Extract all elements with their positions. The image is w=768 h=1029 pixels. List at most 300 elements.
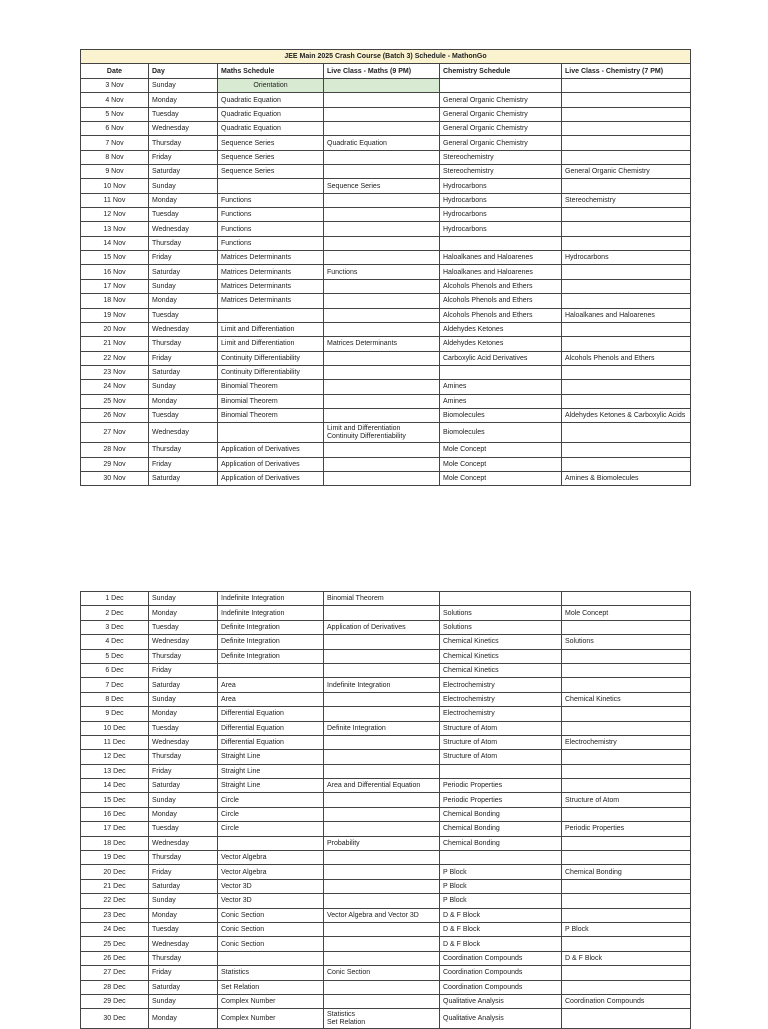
table-row	[81, 951, 691, 965]
table-row	[81, 380, 691, 394]
cell-live-class-maths: Functions	[324, 265, 440, 279]
cell-live-class-maths	[324, 471, 440, 485]
cell-day: Friday	[149, 966, 218, 980]
table-row	[81, 394, 691, 408]
cell-live-class-maths	[324, 994, 440, 1008]
cell-live-class-chemistry	[562, 380, 691, 394]
cell-date: 22 Nov	[81, 351, 149, 365]
cell-day: Sunday	[149, 179, 218, 193]
cell-live-class-maths	[324, 122, 440, 136]
cell-date: 11 Nov	[81, 193, 149, 207]
cell-day: Wednesday	[149, 735, 218, 749]
cell-live-class-chemistry	[562, 807, 691, 821]
cell-chemistry-schedule: Stereochemistry	[440, 150, 562, 164]
cell-chemistry-schedule: Periodic Properties	[440, 779, 562, 793]
cell-live-class-maths	[324, 322, 440, 336]
cell-live-class-chemistry: Aldehydes Ketones & Carboxylic Acids	[562, 408, 691, 422]
cell-date: 28 Nov	[81, 443, 149, 457]
cell-live-class-chemistry: Alcohols Phenols and Ethers	[562, 351, 691, 365]
cell-live-class-chemistry: Solutions	[562, 635, 691, 649]
cell-date: 12 Nov	[81, 208, 149, 222]
cell-chemistry-schedule: Alcohols Phenols and Ethers	[440, 279, 562, 293]
cell-date: 11 Dec	[81, 735, 149, 749]
cell-live-class-maths: Vector Algebra and Vector 3D	[324, 908, 440, 922]
cell-day: Saturday	[149, 165, 218, 179]
cell-maths-schedule: Continuity Differentiability	[218, 351, 324, 365]
cell-live-class-maths	[324, 208, 440, 222]
cell-date: 7 Nov	[81, 136, 149, 150]
cell-chemistry-schedule: Hydrocarbons	[440, 179, 562, 193]
cell-live-class-chemistry	[562, 851, 691, 865]
cell-maths-schedule	[218, 836, 324, 850]
cell-day: Monday	[149, 606, 218, 620]
cell-chemistry-schedule: Electrochemistry	[440, 692, 562, 706]
cell-chemistry-schedule: D & F Block	[440, 937, 562, 951]
table-row	[81, 692, 691, 706]
cell-live-class-chemistry: Structure of Atom	[562, 793, 691, 807]
table-row	[81, 79, 691, 93]
cell-chemistry-schedule: Chemical Kinetics	[440, 663, 562, 677]
table-row	[81, 136, 691, 150]
cell-day: Friday	[149, 764, 218, 778]
cell-maths-schedule: Indefinite Integration	[218, 606, 324, 620]
cell-chemistry-schedule: Hydrocarbons	[440, 222, 562, 236]
cell-live-class-maths	[324, 165, 440, 179]
cell-day: Friday	[149, 663, 218, 677]
cell-chemistry-schedule: Hydrocarbons	[440, 208, 562, 222]
cell-day: Thursday	[149, 443, 218, 457]
cell-date: 27 Nov	[81, 423, 149, 443]
cell-live-class-chemistry	[562, 966, 691, 980]
table-row	[81, 620, 691, 634]
cell-chemistry-schedule: Structure of Atom	[440, 721, 562, 735]
cell-live-class-chemistry	[562, 620, 691, 634]
cell-live-class-chemistry	[562, 294, 691, 308]
cell-live-class-chemistry: Hydrocarbons	[562, 251, 691, 265]
cell-date: 29 Nov	[81, 457, 149, 471]
cell-live-class-chemistry	[562, 707, 691, 721]
cell-live-class-maths	[324, 351, 440, 365]
table-row	[81, 649, 691, 663]
cell-live-class-chemistry	[562, 107, 691, 121]
cell-live-class-maths	[324, 635, 440, 649]
cell-day: Friday	[149, 251, 218, 265]
cell-day: Saturday	[149, 779, 218, 793]
cell-day: Wednesday	[149, 635, 218, 649]
cell-maths-schedule: Application of Derivatives	[218, 457, 324, 471]
cell-day: Wednesday	[149, 423, 218, 443]
cell-live-class-maths	[324, 980, 440, 994]
cell-date: 13 Nov	[81, 222, 149, 236]
cell-maths-schedule: Matrices Determinants	[218, 251, 324, 265]
cell-maths-schedule: Vector Algebra	[218, 851, 324, 865]
cell-live-class-chemistry: Mole Concept	[562, 606, 691, 620]
cell-day: Monday	[149, 807, 218, 821]
cell-live-class-maths	[324, 251, 440, 265]
cell-maths-schedule: Circle	[218, 807, 324, 821]
table-row	[81, 851, 691, 865]
cell-chemistry-schedule: Aldehydes Ketones	[440, 322, 562, 336]
cell-live-class-chemistry: Electrochemistry	[562, 735, 691, 749]
cell-date: 23 Dec	[81, 908, 149, 922]
cell-live-class-chemistry	[562, 836, 691, 850]
cell-maths-schedule: Functions	[218, 222, 324, 236]
table-row	[81, 208, 691, 222]
cell-chemistry-schedule	[440, 592, 562, 606]
cell-maths-schedule: Orientation	[218, 79, 324, 93]
cell-chemistry-schedule: Mole Concept	[440, 471, 562, 485]
cell-date: 26 Dec	[81, 951, 149, 965]
cell-day: Sunday	[149, 793, 218, 807]
table-row	[81, 750, 691, 764]
cell-day: Monday	[149, 1009, 218, 1029]
cell-day: Saturday	[149, 471, 218, 485]
cell-live-class-chemistry	[562, 136, 691, 150]
cell-date: 28 Dec	[81, 980, 149, 994]
cell-date: 17 Nov	[81, 279, 149, 293]
cell-date: 15 Dec	[81, 793, 149, 807]
cell-date: 3 Dec	[81, 620, 149, 634]
table-row	[81, 222, 691, 236]
cell-date: 4 Nov	[81, 93, 149, 107]
cell-day: Thursday	[149, 136, 218, 150]
cell-live-class-maths	[324, 922, 440, 936]
cell-day: Thursday	[149, 649, 218, 663]
table-row	[81, 471, 691, 485]
cell-day: Thursday	[149, 337, 218, 351]
cell-chemistry-schedule: Chemical Bonding	[440, 807, 562, 821]
cell-live-class-maths	[324, 606, 440, 620]
cell-maths-schedule: Vector 3D	[218, 879, 324, 893]
table-row	[81, 937, 691, 951]
cell-date: 9 Dec	[81, 707, 149, 721]
cell-chemistry-schedule: General Organic Chemistry	[440, 122, 562, 136]
cell-maths-schedule: Functions	[218, 208, 324, 222]
cell-day: Tuesday	[149, 922, 218, 936]
cell-live-class-maths	[324, 865, 440, 879]
cell-chemistry-schedule: D & F Block	[440, 908, 562, 922]
cell-maths-schedule: Conic Section	[218, 908, 324, 922]
cell-maths-schedule: Limit and Differentiation	[218, 322, 324, 336]
cell-live-class-maths	[324, 222, 440, 236]
table-row	[81, 663, 691, 677]
cell-live-class-maths: Indefinite Integration	[324, 678, 440, 692]
cell-live-class-maths: Probability	[324, 836, 440, 850]
cell-chemistry-schedule: Hydrocarbons	[440, 193, 562, 207]
cell-date: 27 Dec	[81, 966, 149, 980]
cell-live-class-maths	[324, 443, 440, 457]
cell-maths-schedule: Matrices Determinants	[218, 279, 324, 293]
cell-day: Thursday	[149, 851, 218, 865]
table-row	[81, 807, 691, 821]
table-row	[81, 994, 691, 1008]
cell-maths-schedule: Binomial Theorem	[218, 408, 324, 422]
cell-live-class-maths	[324, 707, 440, 721]
cell-day: Monday	[149, 93, 218, 107]
cell-live-class-chemistry: D & F Block	[562, 951, 691, 965]
cell-live-class-chemistry	[562, 908, 691, 922]
table-row	[81, 894, 691, 908]
cell-date: 5 Nov	[81, 107, 149, 121]
cell-chemistry-schedule	[440, 236, 562, 250]
cell-live-class-chemistry	[562, 663, 691, 677]
cell-date: 4 Dec	[81, 635, 149, 649]
cell-maths-schedule: Functions	[218, 193, 324, 207]
cell-maths-schedule: Conic Section	[218, 922, 324, 936]
table-row	[81, 764, 691, 778]
cell-live-class-maths	[324, 879, 440, 893]
cell-date: 30 Dec	[81, 1009, 149, 1029]
cell-live-class-maths	[324, 294, 440, 308]
cell-chemistry-schedule: Carboxylic Acid Derivatives	[440, 351, 562, 365]
cell-date: 10 Nov	[81, 179, 149, 193]
cell-chemistry-schedule: General Organic Chemistry	[440, 107, 562, 121]
cell-chemistry-schedule: Mole Concept	[440, 457, 562, 471]
cell-live-class-chemistry	[562, 222, 691, 236]
cell-live-class-chemistry: General Organic Chemistry	[562, 165, 691, 179]
cell-chemistry-schedule: Haloalkanes and Haloarenes	[440, 265, 562, 279]
cell-day: Sunday	[149, 279, 218, 293]
cell-live-class-maths	[324, 365, 440, 379]
table-row	[81, 836, 691, 850]
cell-day: Sunday	[149, 592, 218, 606]
cell-date: 7 Dec	[81, 678, 149, 692]
cell-date: 3 Nov	[81, 79, 149, 93]
cell-maths-schedule: Matrices Determinants	[218, 294, 324, 308]
cell-live-class-chemistry	[562, 894, 691, 908]
cell-live-class-chemistry	[562, 337, 691, 351]
cell-chemistry-schedule: Aldehydes Ketones	[440, 337, 562, 351]
title-row	[81, 50, 691, 64]
cell-date: 21 Dec	[81, 879, 149, 893]
cell-chemistry-schedule: General Organic Chemistry	[440, 93, 562, 107]
cell-maths-schedule: Quadratic Equation	[218, 93, 324, 107]
cell-maths-schedule: Straight Line	[218, 750, 324, 764]
cell-chemistry-schedule: Chemical Bonding	[440, 822, 562, 836]
table-row	[81, 606, 691, 620]
cell-live-class-chemistry: Chemical Kinetics	[562, 692, 691, 706]
cell-day: Sunday	[149, 994, 218, 1008]
cell-maths-schedule: Circle	[218, 822, 324, 836]
cell-maths-schedule: Differential Equation	[218, 721, 324, 735]
cell-live-class-chemistry	[562, 649, 691, 663]
cell-live-class-maths: Binomial Theorem	[324, 592, 440, 606]
cell-live-class-chemistry	[562, 122, 691, 136]
cell-maths-schedule: Sequence Series	[218, 150, 324, 164]
cell-live-class-maths: Matrices Determinants	[324, 337, 440, 351]
cell-live-class-chemistry	[562, 208, 691, 222]
cell-chemistry-schedule: Haloalkanes and Haloarenes	[440, 251, 562, 265]
cell-date: 6 Dec	[81, 663, 149, 677]
cell-chemistry-schedule: Stereochemistry	[440, 165, 562, 179]
cell-date: 2 Dec	[81, 606, 149, 620]
cell-live-class-maths	[324, 79, 440, 93]
cell-day: Wednesday	[149, 122, 218, 136]
cell-maths-schedule: Quadratic Equation	[218, 122, 324, 136]
cell-day: Thursday	[149, 236, 218, 250]
column-header-maths-schedule: Maths Schedule	[218, 64, 324, 79]
cell-live-class-chemistry: Amines & Biomolecules	[562, 471, 691, 485]
cell-live-class-maths: Sequence Series	[324, 179, 440, 193]
cell-chemistry-schedule: P Block	[440, 865, 562, 879]
cell-live-class-maths: Conic Section	[324, 966, 440, 980]
table-row	[81, 793, 691, 807]
cell-maths-schedule: Binomial Theorem	[218, 380, 324, 394]
cell-date: 15 Nov	[81, 251, 149, 265]
cell-day: Saturday	[149, 879, 218, 893]
cell-maths-schedule: Functions	[218, 236, 324, 250]
cell-live-class-maths	[324, 793, 440, 807]
cell-live-class-maths: Definite Integration	[324, 721, 440, 735]
cell-chemistry-schedule: Biomolecules	[440, 423, 562, 443]
cell-chemistry-schedule: Mole Concept	[440, 443, 562, 457]
cell-live-class-maths	[324, 457, 440, 471]
schedule-title: JEE Main 2025 Crash Course (Batch 3) Schedule - MathonGo	[81, 50, 691, 64]
table-row	[81, 265, 691, 279]
cell-live-class-chemistry	[562, 423, 691, 443]
cell-day: Tuesday	[149, 620, 218, 634]
cell-day: Wednesday	[149, 222, 218, 236]
cell-day: Sunday	[149, 380, 218, 394]
table-row	[81, 980, 691, 994]
table-row	[81, 779, 691, 793]
cell-live-class-maths	[324, 764, 440, 778]
cell-live-class-chemistry	[562, 980, 691, 994]
cell-day: Tuesday	[149, 107, 218, 121]
cell-date: 21 Nov	[81, 337, 149, 351]
cell-maths-schedule: Indefinite Integration	[218, 592, 324, 606]
table-row	[81, 922, 691, 936]
cell-live-class-chemistry	[562, 750, 691, 764]
table-row	[81, 635, 691, 649]
cell-date: 16 Nov	[81, 265, 149, 279]
cell-date: 20 Nov	[81, 322, 149, 336]
cell-day: Monday	[149, 294, 218, 308]
cell-date: 8 Nov	[81, 150, 149, 164]
cell-chemistry-schedule: Alcohols Phenols and Ethers	[440, 308, 562, 322]
cell-date: 13 Dec	[81, 764, 149, 778]
cell-live-class-maths	[324, 279, 440, 293]
column-header-live-class-maths: Live Class - Maths (9 PM)	[324, 64, 440, 79]
cell-maths-schedule: Complex Number	[218, 1009, 324, 1029]
cell-date: 19 Nov	[81, 308, 149, 322]
cell-maths-schedule: Straight Line	[218, 779, 324, 793]
cell-date: 24 Nov	[81, 380, 149, 394]
cell-live-class-chemistry	[562, 150, 691, 164]
column-header-live-class-chemistry: Live Class - Chemistry (7 PM)	[562, 64, 691, 79]
cell-day: Saturday	[149, 980, 218, 994]
december-schedule-table	[80, 591, 691, 1029]
cell-chemistry-schedule: Coordination Compounds	[440, 951, 562, 965]
cell-live-class-chemistry	[562, 93, 691, 107]
cell-maths-schedule: Application of Derivatives	[218, 471, 324, 485]
cell-day: Friday	[149, 150, 218, 164]
cell-day: Thursday	[149, 750, 218, 764]
cell-maths-schedule	[218, 179, 324, 193]
cell-maths-schedule: Differential Equation	[218, 735, 324, 749]
table-row	[81, 865, 691, 879]
cell-date: 30 Nov	[81, 471, 149, 485]
cell-live-class-chemistry: P Block	[562, 922, 691, 936]
cell-date: 25 Nov	[81, 394, 149, 408]
cell-day: Wednesday	[149, 322, 218, 336]
cell-chemistry-schedule	[440, 851, 562, 865]
table-row	[81, 122, 691, 136]
cell-live-class-maths: Application of Derivatives	[324, 620, 440, 634]
cell-maths-schedule: Area	[218, 678, 324, 692]
table-row	[81, 236, 691, 250]
cell-day: Friday	[149, 351, 218, 365]
cell-live-class-chemistry: Coordination Compounds	[562, 994, 691, 1008]
cell-live-class-maths	[324, 193, 440, 207]
table-row	[81, 592, 691, 606]
cell-live-class-maths	[324, 807, 440, 821]
cell-chemistry-schedule: General Organic Chemistry	[440, 136, 562, 150]
column-header-date: Date	[81, 64, 149, 79]
cell-chemistry-schedule: Chemical Kinetics	[440, 649, 562, 663]
cell-date: 18 Dec	[81, 836, 149, 850]
cell-day: Thursday	[149, 951, 218, 965]
cell-date: 17 Dec	[81, 822, 149, 836]
cell-maths-schedule: Sequence Series	[218, 165, 324, 179]
cell-day: Tuesday	[149, 822, 218, 836]
cell-live-class-chemistry	[562, 265, 691, 279]
cell-maths-schedule: Definite Integration	[218, 620, 324, 634]
cell-live-class-maths	[324, 937, 440, 951]
cell-live-class-chemistry	[562, 236, 691, 250]
column-header-day: Day	[149, 64, 218, 79]
cell-maths-schedule: Circle	[218, 793, 324, 807]
cell-live-class-chemistry	[562, 937, 691, 951]
cell-date: 26 Nov	[81, 408, 149, 422]
cell-day: Tuesday	[149, 208, 218, 222]
table-row	[81, 308, 691, 322]
cell-live-class-maths	[324, 394, 440, 408]
table-row	[81, 721, 691, 735]
cell-date: 25 Dec	[81, 937, 149, 951]
cell-maths-schedule	[218, 423, 324, 443]
cell-live-class-chemistry	[562, 279, 691, 293]
cell-maths-schedule: Limit and Differentiation	[218, 337, 324, 351]
cell-day: Tuesday	[149, 408, 218, 422]
november-schedule-table	[80, 49, 691, 486]
cell-chemistry-schedule: Structure of Atom	[440, 750, 562, 764]
cell-live-class-chemistry	[562, 365, 691, 379]
cell-live-class-chemistry	[562, 592, 691, 606]
cell-day: Monday	[149, 707, 218, 721]
cell-live-class-chemistry: Chemical Bonding	[562, 865, 691, 879]
cell-chemistry-schedule: Chemical Bonding	[440, 836, 562, 850]
table-row	[81, 165, 691, 179]
cell-date: 1 Dec	[81, 592, 149, 606]
cell-maths-schedule: Set Relation	[218, 980, 324, 994]
cell-maths-schedule: Area	[218, 692, 324, 706]
table-row	[81, 423, 691, 443]
cell-date: 19 Dec	[81, 851, 149, 865]
table-row	[81, 179, 691, 193]
cell-chemistry-schedule: Qualitative Analysis	[440, 994, 562, 1008]
cell-chemistry-schedule: Electrochemistry	[440, 678, 562, 692]
cell-day: Saturday	[149, 265, 218, 279]
cell-live-class-maths	[324, 308, 440, 322]
cell-maths-schedule: Binomial Theorem	[218, 394, 324, 408]
cell-live-class-maths: Quadratic Equation	[324, 136, 440, 150]
cell-chemistry-schedule	[440, 365, 562, 379]
cell-live-class-chemistry	[562, 179, 691, 193]
cell-day: Sunday	[149, 692, 218, 706]
cell-maths-schedule: Sequence Series	[218, 136, 324, 150]
cell-date: 10 Dec	[81, 721, 149, 735]
